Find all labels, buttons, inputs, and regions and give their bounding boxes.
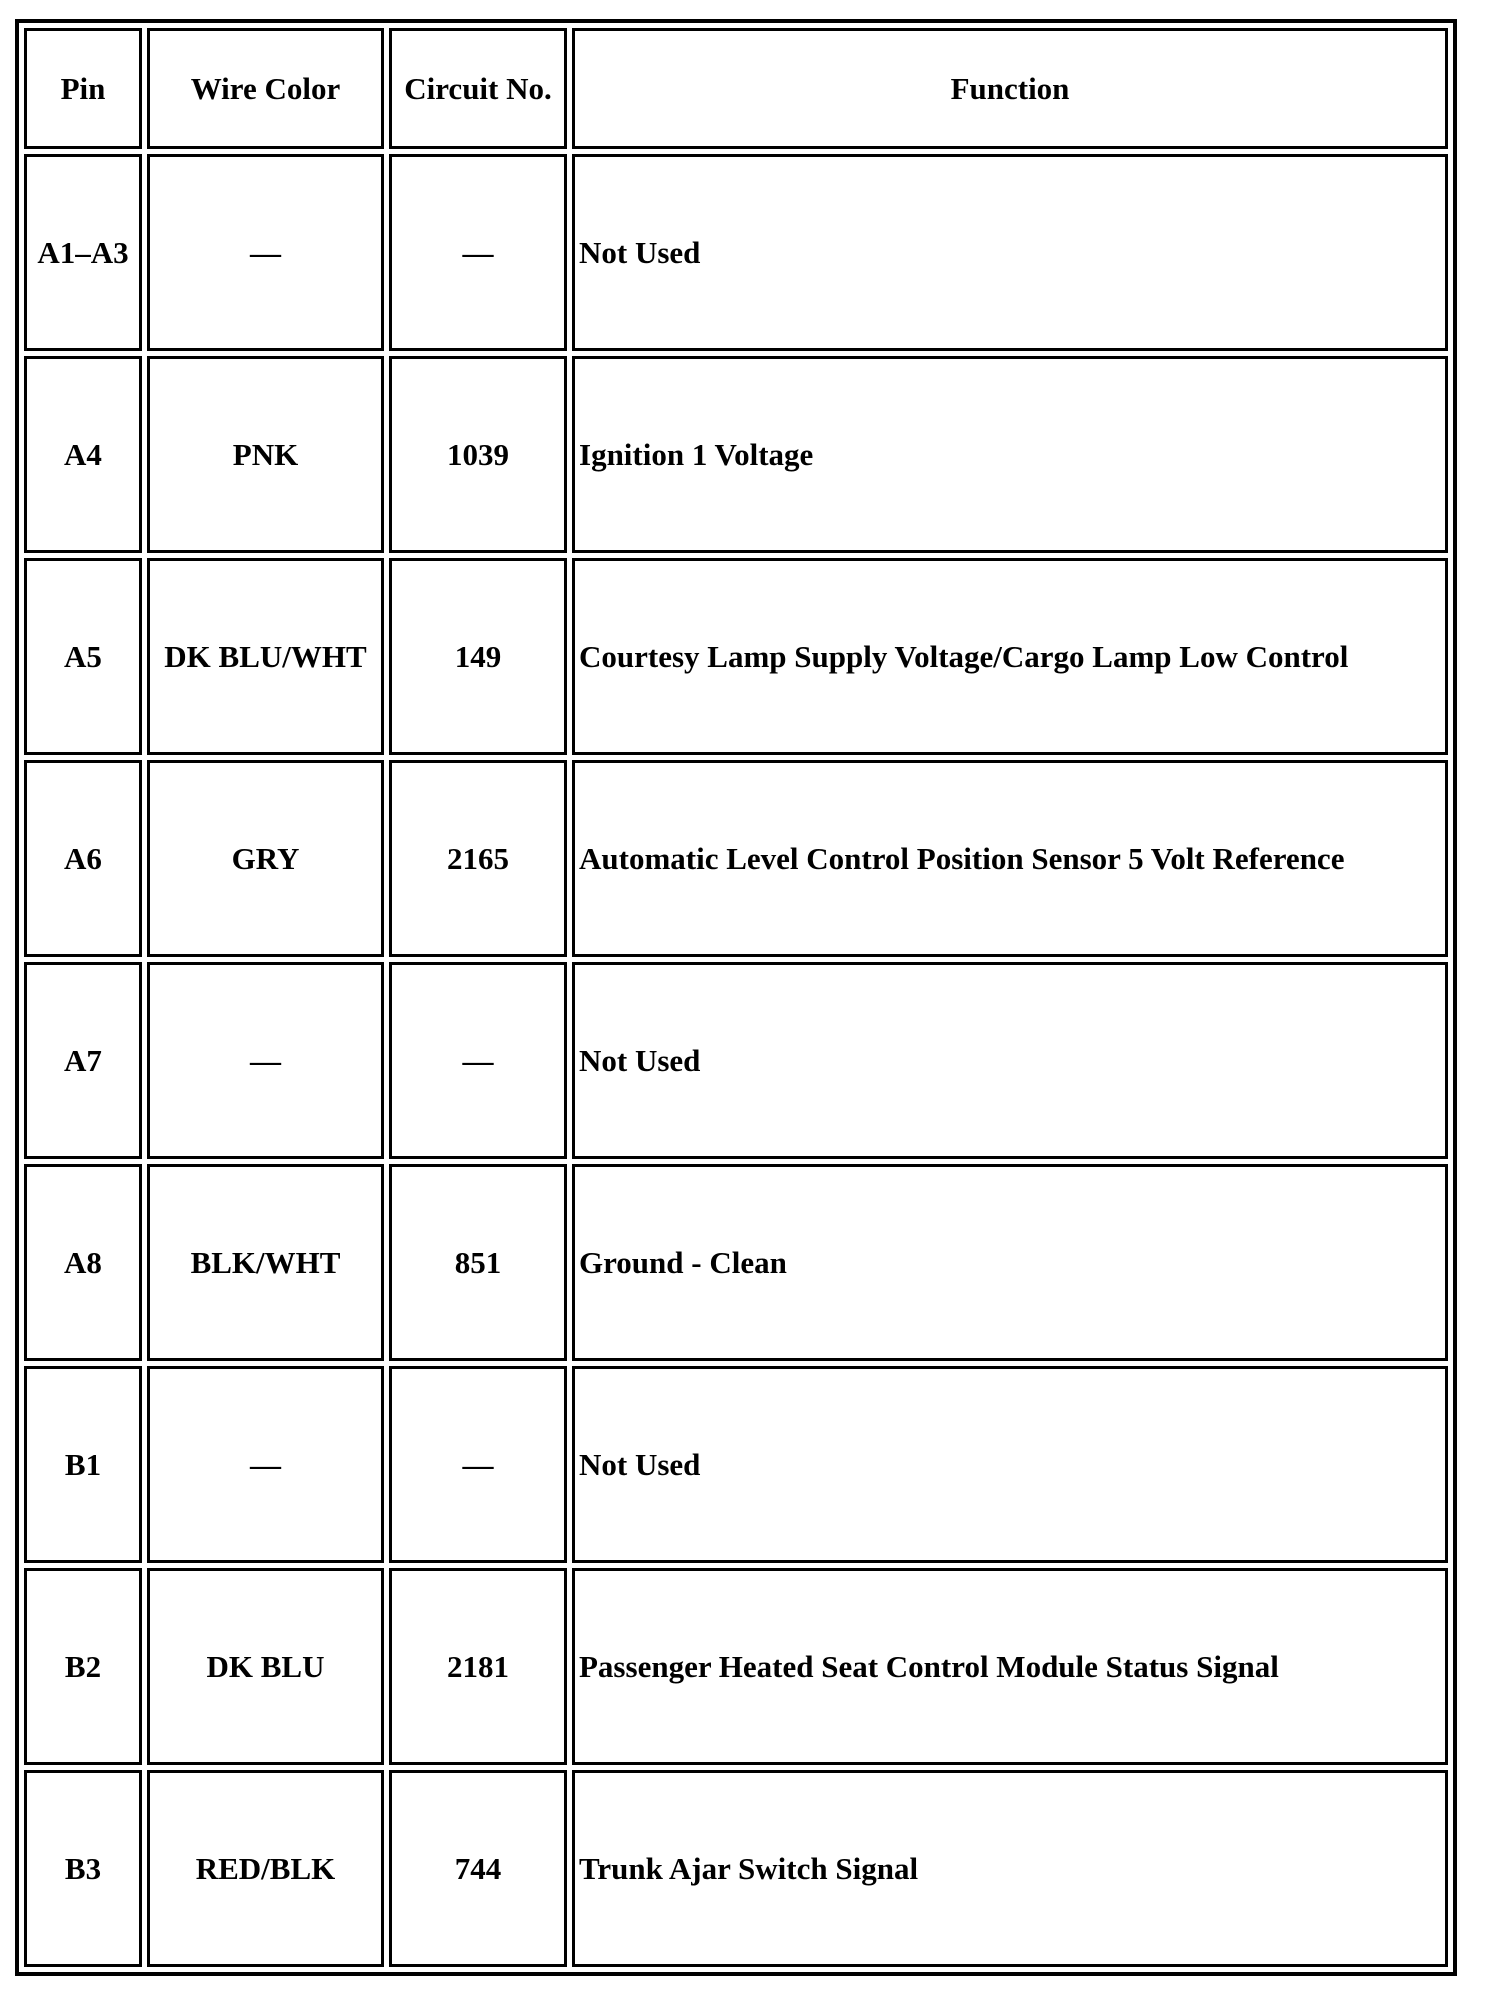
cell-pin: B2 <box>24 1568 142 1765</box>
header-wire-color: Wire Color <box>147 28 384 149</box>
cell-pin: B1 <box>24 1366 142 1563</box>
cell-function: Not Used <box>572 154 1448 351</box>
cell-circuit-no: 2165 <box>389 760 567 957</box>
cell-wire-color: PNK <box>147 356 384 553</box>
cell-circuit-no: 744 <box>389 1770 567 1967</box>
cell-function: Passenger Heated Seat Control Module Status Signal <box>572 1568 1448 1765</box>
table-row <box>24 962 1448 1159</box>
table-header-row <box>24 28 1448 149</box>
cell-wire-color: RED/BLK <box>147 1770 384 1967</box>
table-row <box>24 154 1448 351</box>
cell-function: Courtesy Lamp Supply Voltage/Cargo Lamp Low Control <box>572 558 1448 755</box>
cell-function: Ignition 1 Voltage <box>572 356 1448 553</box>
cell-pin: B3 <box>24 1770 142 1967</box>
connector-pinout-table <box>19 23 1453 1972</box>
cell-wire-color: — <box>147 154 384 351</box>
table-row <box>24 356 1448 553</box>
cell-wire-color: DK BLU <box>147 1568 384 1765</box>
cell-circuit-no: — <box>389 154 567 351</box>
cell-circuit-no: 851 <box>389 1164 567 1361</box>
table-row <box>24 558 1448 755</box>
cell-circuit-no: — <box>389 962 567 1159</box>
table-row <box>24 1770 1448 1967</box>
cell-function: Not Used <box>572 1366 1448 1563</box>
table-row <box>24 1568 1448 1765</box>
cell-pin: A1–A3 <box>24 154 142 351</box>
header-function: Function <box>572 28 1448 149</box>
cell-pin: A6 <box>24 760 142 957</box>
cell-circuit-no: — <box>389 1366 567 1563</box>
table-row <box>24 760 1448 957</box>
connector-pinout-table-frame <box>15 19 1457 1976</box>
cell-wire-color: GRY <box>147 760 384 957</box>
cell-pin: A8 <box>24 1164 142 1361</box>
table-row <box>24 1164 1448 1361</box>
cell-circuit-no: 149 <box>389 558 567 755</box>
cell-function: Automatic Level Control Position Sensor 5 Volt Reference <box>572 760 1448 957</box>
cell-circuit-no: 2181 <box>389 1568 567 1765</box>
cell-pin: A7 <box>24 962 142 1159</box>
cell-wire-color: — <box>147 962 384 1159</box>
header-pin: Pin <box>24 28 142 149</box>
header-circuit-no: Circuit No. <box>389 28 567 149</box>
cell-wire-color: — <box>147 1366 384 1563</box>
cell-function: Trunk Ajar Switch Signal <box>572 1770 1448 1967</box>
table-row <box>24 1366 1448 1563</box>
cell-wire-color: BLK/WHT <box>147 1164 384 1361</box>
cell-pin: A4 <box>24 356 142 553</box>
cell-function: Not Used <box>572 962 1448 1159</box>
cell-circuit-no: 1039 <box>389 356 567 553</box>
cell-function: Ground - Clean <box>572 1164 1448 1361</box>
cell-pin: A5 <box>24 558 142 755</box>
cell-wire-color: DK BLU/WHT <box>147 558 384 755</box>
